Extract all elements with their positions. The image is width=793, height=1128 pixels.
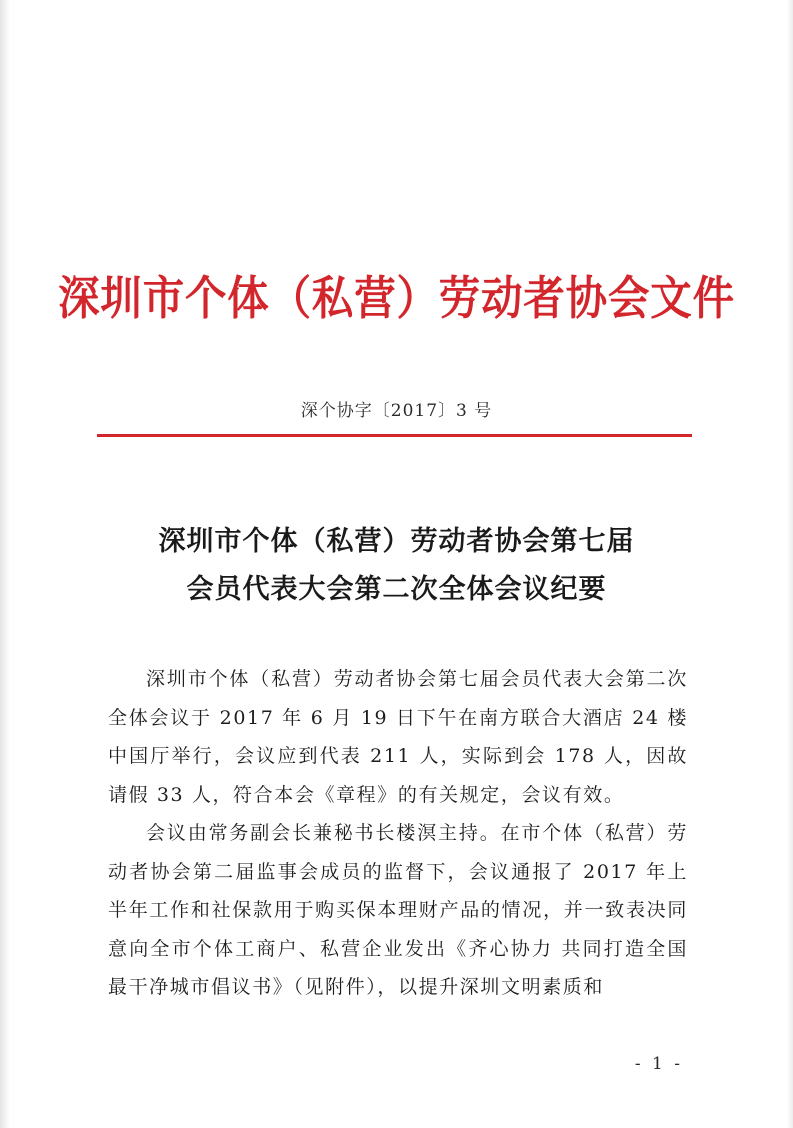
document-body	[108, 660, 688, 1007]
document-title-line-2: 会员代表大会第二次全体会议纪要	[186, 574, 607, 605]
document-title-line-1: 深圳市个体（私营）劳动者协会第七届	[158, 526, 635, 557]
document-title	[0, 518, 793, 614]
document-number: 深个协字〔2017〕3 号	[300, 401, 493, 421]
body-paragraph-1: 深圳市个体（私营）劳动者协会第七届会员代表大会第二次全体会议于 2017 年 6 月 19 日下午在南方联合大酒店 24 楼中国厅举行，会议应到代表 211 人，实际到会 178 人，因故请假 33 人，符合本会《章程》的有关规定，会议有效。	[108, 668, 688, 806]
page-number: - 1 -	[634, 1054, 683, 1074]
masthead-divider-rule	[97, 434, 692, 437]
document-masthead: 深圳市个体（私营）劳动者协会文件	[58, 271, 735, 325]
body-paragraph-2: 会议由常务副会长兼秘书长楼溟主持。在市个体（私营）劳动者协会第二届监事会成员的监督下，会议通报了 2017 年上半年工作和社保款用于购买保本理财产品的情况，并一致表决同意向全市个体工商户、私营企业发出《齐心协力 共同打造全国最干净城市倡议书》（见附件），以提升深圳文明素质和	[108, 822, 688, 998]
